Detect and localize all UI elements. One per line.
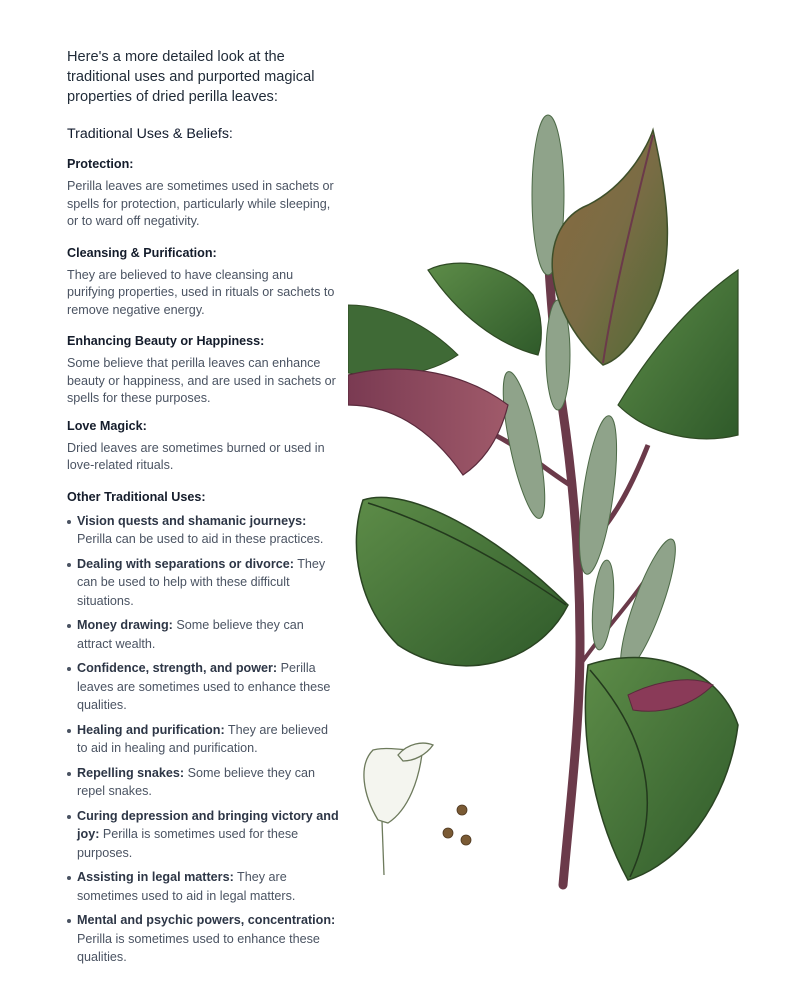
flower-spike — [611, 534, 685, 675]
section-body: Perilla leaves are sometimes used in sachets or spells for protection, particularly while sleeping, or to ward off negativity. — [67, 179, 334, 228]
flower-spike — [572, 414, 624, 577]
list-item-text: Perilla leaves are sometimes used to enhance these qualities. — [77, 661, 331, 712]
other-uses-heading: Other Traditional Uses: — [67, 489, 206, 504]
list-item-bold: Repelling snakes: — [77, 765, 185, 780]
section-body: Some believe that perilla leaves can enhance beauty or happiness, and are used in sachets or spells for these purposes. — [67, 356, 336, 405]
list-item-text: Some believe they can attract wealth. — [77, 618, 304, 651]
flower-spike — [495, 369, 554, 522]
flower-stalk — [382, 821, 384, 875]
list-item — [67, 721, 342, 758]
perilla-plant-illustration — [348, 105, 740, 890]
list-item-bold: Money drawing: — [77, 618, 173, 632]
list-item-bold: Mental and psychic powers, concentration: — [77, 913, 336, 927]
section-title: Enhancing Beauty or Happiness: — [67, 334, 265, 348]
flower-petal — [398, 743, 433, 761]
list-item-text: Perilla is sometimes used to enhance these qualities. — [77, 931, 320, 964]
other-uses-list — [67, 512, 342, 967]
section-love — [67, 418, 342, 475]
list-item-bold: Vision quests and shamanic journeys: — [77, 513, 307, 528]
list-item-text: They can be used to help with these difficult situations. — [77, 556, 326, 608]
list-item — [67, 616, 342, 653]
list-item-bold: Curing depression and bringing victory and joy: — [77, 808, 339, 841]
leaf-purple — [348, 369, 508, 475]
list-item-text: They are believed to aid in healing and purification. — [77, 722, 329, 755]
list-item — [67, 512, 342, 549]
section-cleansing — [67, 245, 342, 320]
list-item-text: Some believe they can repel snakes. — [77, 765, 316, 798]
section-title: Love Magick: — [67, 418, 147, 433]
seed — [457, 805, 467, 815]
list-item — [67, 659, 342, 715]
section-title: Protection: — [67, 157, 134, 171]
article — [67, 47, 342, 973]
list-item-bold: Dealing with separations or divorce: — [77, 556, 294, 571]
list-item — [67, 868, 342, 905]
section-beauty — [67, 333, 342, 408]
leaf-large-left — [356, 497, 568, 665]
section-body: Dried leaves are sometimes burned or used in love-related rituals. — [67, 440, 325, 472]
seed — [461, 835, 471, 845]
section-title: Cleansing & Purification: — [67, 245, 217, 260]
leaf-left-dark — [348, 305, 458, 376]
list-item — [67, 764, 342, 801]
section-protection — [67, 156, 342, 231]
section-heading: Traditional Uses & Beliefs: — [67, 126, 233, 142]
flower-spike — [589, 559, 617, 650]
list-item-bold: Healing and purification: — [77, 722, 225, 737]
section-body: They are believed to have cleansing anu purifying properties, used in rituals or sachets to remove negative energy. — [67, 267, 335, 317]
leaf-upper-left — [428, 263, 541, 355]
list-item-text: Perilla is sometimes used for these purposes. — [77, 827, 299, 860]
list-item-text: Perilla can be used to aid in these practices. — [77, 532, 324, 546]
seeds — [443, 805, 471, 845]
list-item-text: They are sometimes used to aid in legal matters. — [77, 870, 296, 903]
list-item-bold: Confidence, strength, and power: — [77, 661, 278, 675]
list-item-bold: Assisting in legal matters: — [77, 870, 234, 884]
flower-detail-sketch — [364, 743, 433, 875]
seed — [443, 828, 453, 838]
list-item — [67, 807, 342, 863]
list-item — [67, 911, 342, 967]
list-item — [67, 555, 342, 611]
leaf-top-bronze — [552, 130, 667, 365]
intro-paragraph: Here's a more detailed look at the traditional uses and purported magical properties of dried perilla leaves: — [67, 49, 315, 105]
